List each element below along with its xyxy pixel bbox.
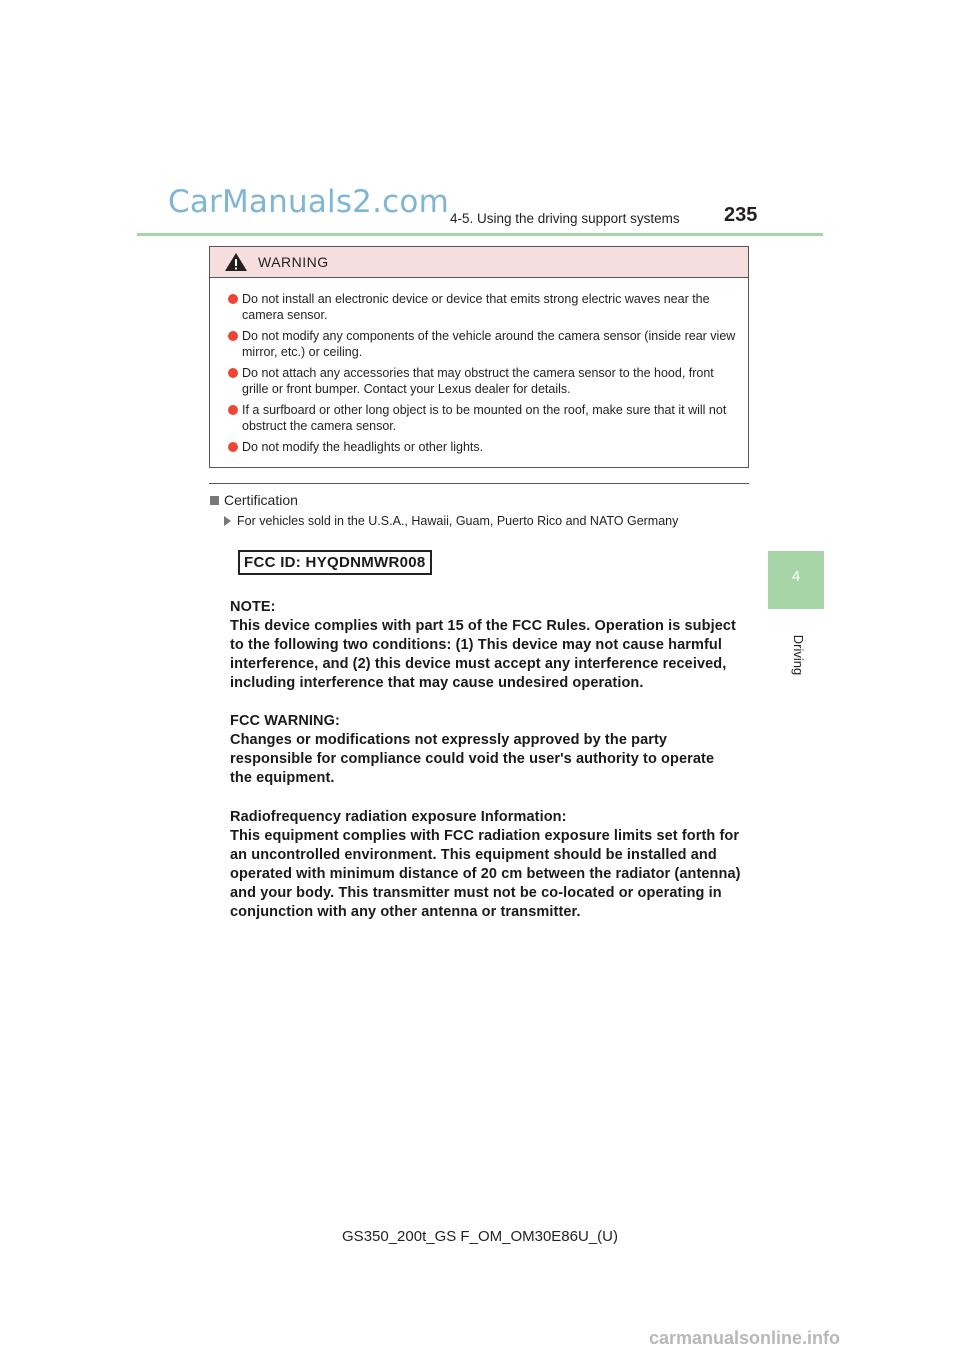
warning-item-text: Do not attach any accessories that may obstruct the camera sensor to the hood, front grille or front bumper. Contact your Lexus dealer for details. <box>242 366 714 396</box>
bullet-dot-icon <box>228 442 238 452</box>
document-code: GS350_200t_GS F_OM_OM30E86U_(U) <box>342 1228 618 1245</box>
bullet-dot-icon <box>228 368 238 378</box>
bullet-dot-icon <box>228 331 238 341</box>
watermark-logo: CarManuals2.com <box>168 184 449 220</box>
warning-list <box>210 278 748 455</box>
warning-item-text: Do not install an electronic device or device that emits strong electric waves near the camera sensor. <box>242 292 710 322</box>
radiofrequency-info: Radiofrequency radiation exposure Information: This equipment complies with FCC radiation exposure limits set forth for an uncontrolled environment. This equipment should be installed and operated with minimum distance of 20 cm between the radiator (antenna) and your body. This transmitter must not be co-located or operating in conjunction with any other antenna or transmitter. <box>230 809 741 920</box>
certification-heading <box>210 492 298 508</box>
warning-title: WARNING <box>258 254 329 270</box>
arrow-right-icon <box>224 516 231 526</box>
fcc-label-image <box>224 546 744 930</box>
warning-item-text: Do not modify any components of the vehicle around the camera sensor (inside rear view mirror, etc.) or ceiling. <box>242 329 736 359</box>
warning-triangle-icon <box>224 252 248 272</box>
fcc-note: NOTE: This device complies with part 15 of the FCC Rules. Operation is subject to the following two conditions: (1) This device may not cause harmful interference, and (2) this device must accept any interference received, including interference that may cause undesired operation. <box>230 599 736 691</box>
warning-item <box>224 291 742 323</box>
chapter-number: 4 <box>791 568 801 585</box>
certification-heading-text: Certification <box>224 492 298 508</box>
chapter-label: Driving <box>791 634 806 676</box>
certification-subheading-text: For vehicles sold in the U.S.A., Hawaii, Guam, Puerto Rico and NATO Germany <box>237 514 679 528</box>
warning-box <box>209 246 749 468</box>
warning-item-text: Do not modify the headlights or other lights. <box>242 440 484 454</box>
warning-header <box>210 247 748 278</box>
warning-item <box>224 365 742 397</box>
chapter-tab <box>768 551 824 609</box>
fcc-warning: FCC WARNING: Changes or modifications not expressly approved by the party responsible for compliance could void the user's authority to operate the equipment. <box>230 713 715 786</box>
warning-item-text: If a surfboard or other long object is to be mounted on the roof, make sure that it will not obstruct the camera sensor. <box>242 403 727 433</box>
page-number: 235 <box>724 204 758 226</box>
fcc-id: FCC ID: HYQDNMWR008 <box>238 550 432 575</box>
bullet-dot-icon <box>228 405 238 415</box>
section-divider <box>209 483 749 484</box>
warning-item <box>224 402 742 434</box>
square-bullet-icon <box>210 496 219 505</box>
header-rule <box>137 233 823 236</box>
bullet-dot-icon <box>228 294 238 304</box>
certification-subheading <box>224 514 678 528</box>
warning-item <box>224 439 742 455</box>
watermark-footer: carmanualsonline.info <box>649 1328 841 1348</box>
warning-item <box>224 328 742 360</box>
section-title: 4-5. Using the driving support systems <box>450 211 680 226</box>
